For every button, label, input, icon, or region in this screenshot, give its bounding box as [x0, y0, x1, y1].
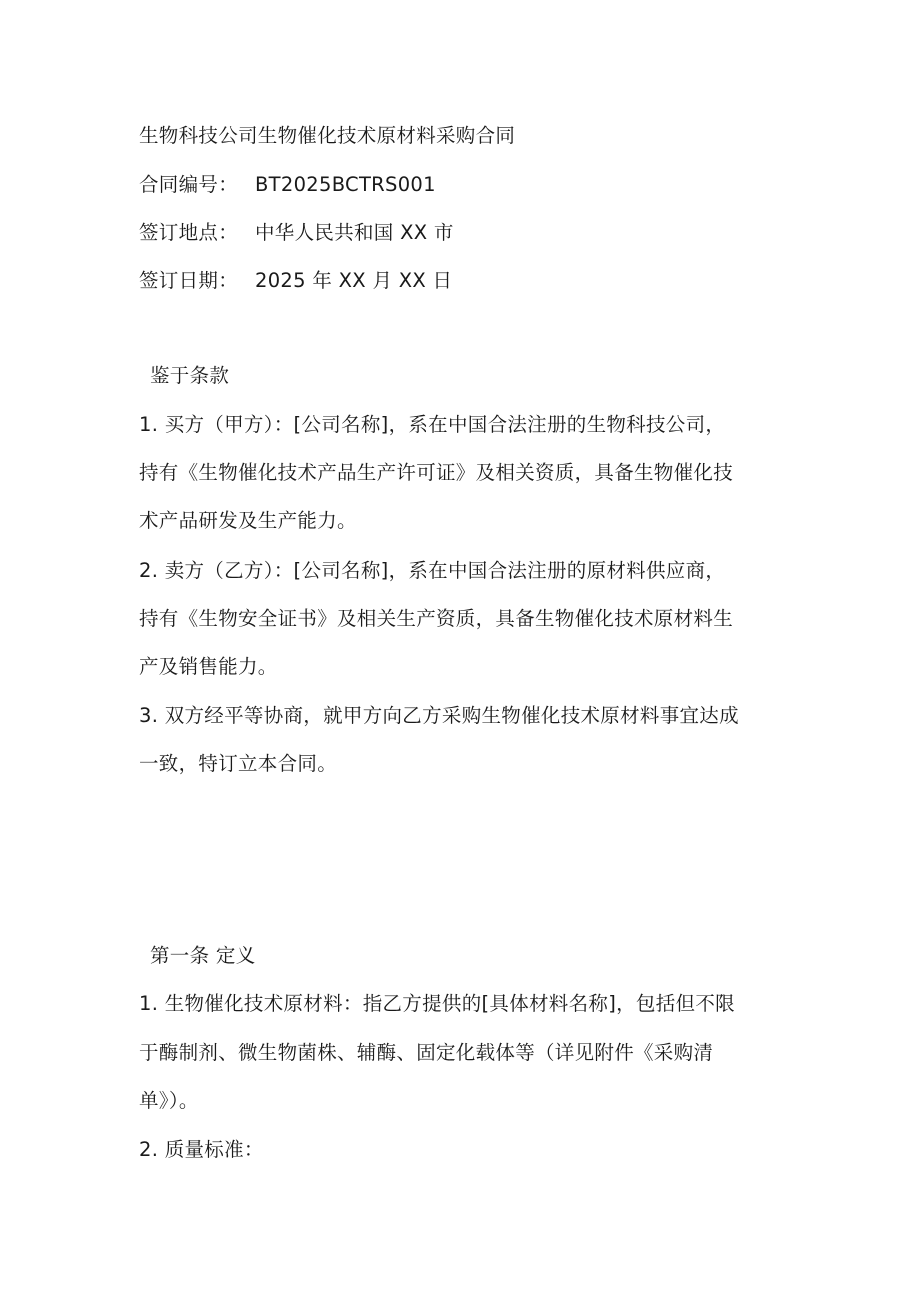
recital-line: 3. 双方经平等协商，就甲方向乙方采购生物催化技术原材料事宜达成 [139, 704, 739, 727]
recital-line: 持有《生物催化技术产品生产许可证》及相关资质，具备生物催化技 [139, 461, 734, 484]
contract-title: 生物科技公司生物催化技术原材料采购合同 [139, 124, 516, 147]
signing-place-label: 签订地点： [139, 221, 239, 244]
contract-number-value: BT2025BCTRS001 [255, 173, 436, 196]
signing-date-row [139, 269, 452, 293]
signing-place-row [139, 221, 454, 245]
contract-number-row [139, 173, 436, 197]
article1-line: 1. 生物催化技术原材料：指乙方提供的[具体材料名称]，包括但不限 [139, 992, 735, 1015]
signing-date-label: 签订日期： [139, 269, 239, 292]
contract-number-label: 合同编号： [139, 173, 239, 196]
recital-line: 持有《生物安全证书》及相关生产资质，具备生物催化技术原材料生 [139, 607, 734, 630]
recital-line: 术产品研发及生产能力。 [139, 509, 357, 532]
signing-date-value: 2025 年 XX 月 XX 日 [255, 269, 453, 292]
article1-heading: 第一条 定义 [150, 944, 256, 967]
signing-place-value: 中华人民共和国 XX 市 [255, 221, 454, 244]
recitals-heading: 鉴于条款 [150, 364, 230, 387]
recital-line: 2. 卖方（乙方）：[公司名称]，系在中国合法注册的原材料供应商， [139, 559, 726, 582]
article1-line: 单》）。 [139, 1089, 199, 1112]
article1-line: 于酶制剂、微生物菌株、辅酶、固定化载体等（详见附件《采购清 [139, 1041, 714, 1064]
article1-line: 2. 质量标准： [139, 1138, 264, 1161]
recital-line: 产及销售能力。 [139, 655, 278, 678]
recital-line: 一致，特订立本合同。 [139, 752, 338, 775]
recital-line: 1. 买方（甲方）：[公司名称]，系在中国合法注册的生物科技公司， [139, 413, 726, 436]
